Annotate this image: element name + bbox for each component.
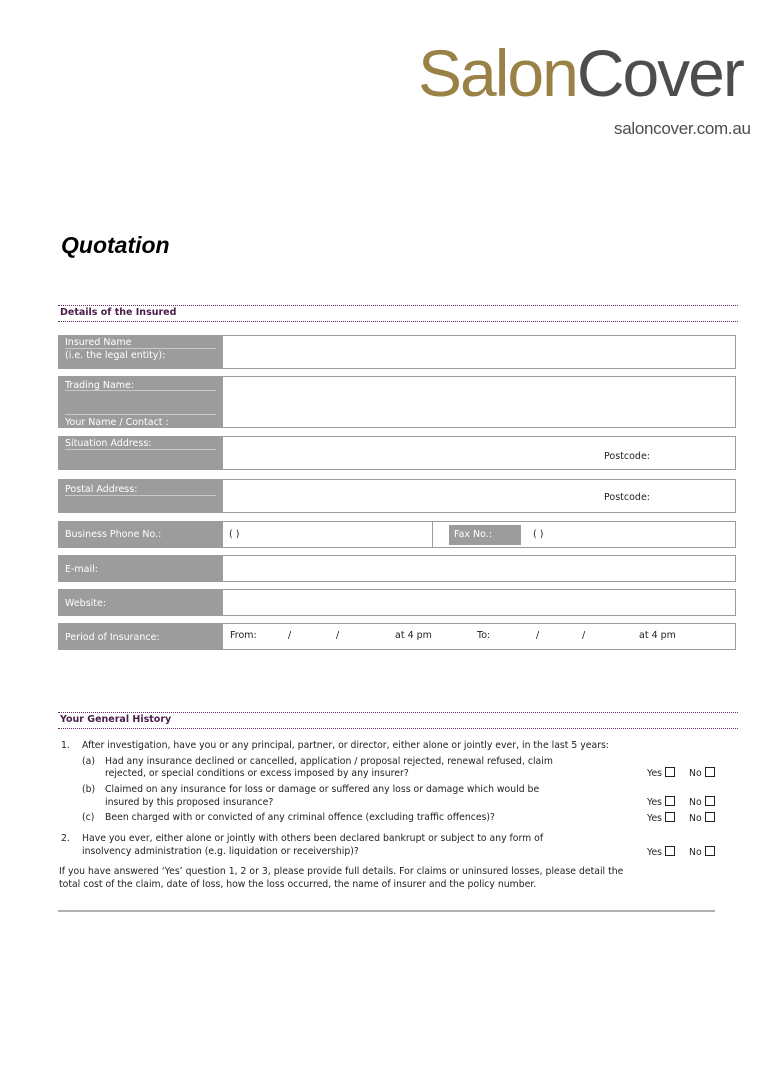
qc-no: No (689, 812, 715, 824)
fax-field[interactable]: ( ) (533, 529, 544, 540)
q1-number: 1. (61, 740, 70, 751)
qc-text: Been charged with or convicted of any criminal offence (excluding traffic offences)? (105, 812, 495, 823)
row-website (58, 589, 736, 616)
footer-divider (58, 910, 715, 912)
q1-text: After investigation, have you or any principal, partner, or director, either alone or jointly ever, in the last 5 years: (82, 740, 609, 751)
q2-yes-checkbox[interactable] (665, 846, 675, 856)
trading-name-field[interactable] (223, 377, 735, 427)
row-period-of-insurance (58, 623, 736, 650)
qa-text-1: Had any insurance declined or cancelled, application / proposal rejected, renewal refused, claim (105, 756, 553, 767)
period-field[interactable]: From: / / at 4 pm To: / / at 4 pm (230, 630, 676, 641)
insured-name-label: Insured Name (i.e. the legal entity): (59, 336, 223, 368)
qb-yes-checkbox[interactable] (665, 796, 675, 806)
situation-address-field[interactable] (223, 437, 735, 469)
page-title: Quotation (61, 232, 170, 258)
note-text-1: If you have answered ‘Yes’ question 1, 2 or 3, please provide full details. For claims or uninsured losses, please detail the (59, 866, 624, 877)
row-insured-name (58, 335, 736, 369)
qb-yes: Yes (647, 796, 675, 808)
qa-no-checkbox[interactable] (705, 767, 715, 777)
q2-no-checkbox[interactable] (705, 846, 715, 856)
q2-number: 2. (61, 833, 70, 844)
logo-wordmark: SalonCover (418, 36, 743, 110)
postcode-label-2: Postcode: (604, 492, 650, 503)
row-situation-address (58, 436, 736, 470)
qa-text-2: rejected, or special conditions or excess imposed by any insurer? (105, 768, 409, 779)
qb-text-1: Claimed on any insurance for loss or damage or suffered any loss or damage which would be (105, 784, 540, 795)
q2-text-2: insolvency administration (e.g. liquidation or receivership)? (82, 846, 359, 857)
qa-yes: Yes (647, 767, 675, 779)
row-business-phone (58, 521, 736, 548)
website-field[interactable] (223, 590, 735, 615)
row-postal-address (58, 479, 736, 513)
qb-no-checkbox[interactable] (705, 796, 715, 806)
note-text-2: total cost of the claim, date of loss, how the loss occurred, the name of insurer and the policy number. (59, 879, 537, 890)
q2-text-1: Have you ever, either alone or jointly with others been declared bankrupt or subject to any form of (82, 833, 544, 844)
postcode-label-1: Postcode: (604, 451, 650, 462)
trading-name-label: Trading Name: Your Name / Contact : (59, 377, 223, 427)
section-heading-history: Your General History (58, 712, 738, 729)
situation-address-label: Situation Address: (59, 437, 223, 469)
logo-url: saloncover.com.au (614, 119, 751, 138)
row-trading-name (58, 376, 736, 428)
postal-address-field[interactable] (223, 480, 735, 512)
fax-label: Fax No.: (449, 525, 521, 545)
business-phone-field[interactable]: ( ) Fax No.: ( ) (223, 522, 735, 547)
qb-text-2: insured by this proposed insurance? (105, 797, 274, 808)
qa-no: No (689, 767, 715, 779)
period-label: Period of Insurance: (59, 624, 223, 649)
qc-yes: Yes (647, 812, 675, 824)
row-email (58, 555, 736, 582)
qc-yes-checkbox[interactable] (665, 812, 675, 822)
qa-yes-checkbox[interactable] (665, 767, 675, 777)
website-label: Website: (59, 590, 223, 615)
qc-no-checkbox[interactable] (705, 812, 715, 822)
business-phone-label: Business Phone No.: (59, 522, 223, 547)
email-field[interactable] (223, 556, 735, 581)
section-heading-details: Details of the Insured (58, 305, 738, 322)
qb-no: No (689, 796, 715, 808)
postal-address-label: Postal Address: (59, 480, 223, 512)
q2-no: No (689, 846, 715, 858)
q2-yes: Yes (647, 846, 675, 858)
email-label: E-mail: (59, 556, 223, 581)
insured-name-field[interactable] (223, 336, 735, 368)
salon-cover-logo (418, 36, 751, 155)
